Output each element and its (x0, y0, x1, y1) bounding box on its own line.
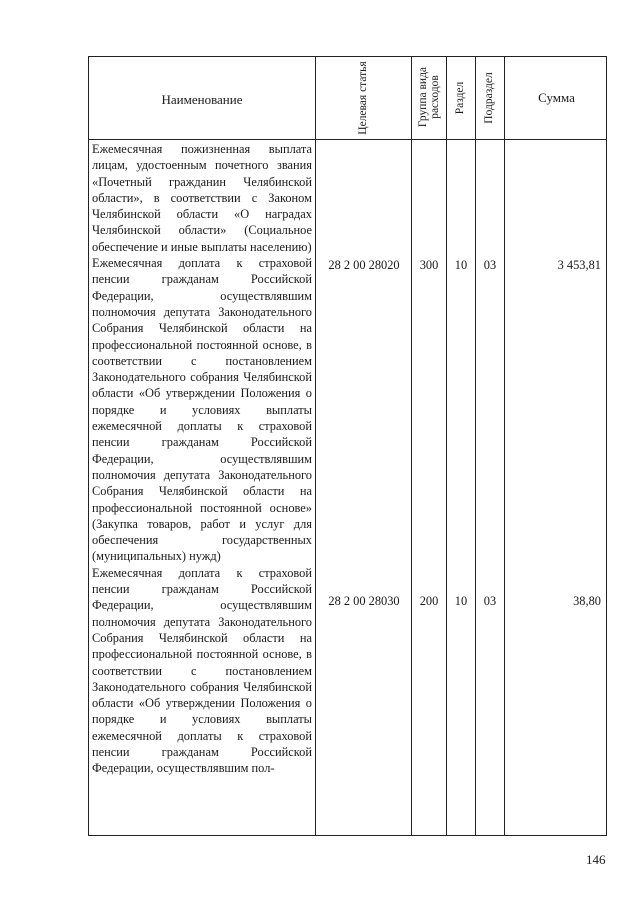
row-name: Ежемесячная пожизненная выплата лицам, удостоенным почетного звания «Почетный гражданин Челябинской области», в соответствии с Законом Челябинской области «О наградах Челябинской области» (Социальное обеспечение и иные выплаты населению) (92, 142, 312, 254)
row-subsection: 03 (483, 258, 497, 272)
row-target-article: 28 2 00 28020 (328, 258, 400, 272)
header-target-article: Целевая статья (357, 61, 369, 135)
row-section: 10 (454, 258, 468, 272)
header-expense-group: Группа вида расходов (417, 66, 441, 128)
header-subsection: Подраздел (483, 72, 495, 124)
col-divider (446, 57, 447, 835)
header-section: Раздел (454, 81, 466, 115)
budget-table (88, 56, 607, 836)
row-sum: 3 453,81 (557, 258, 601, 272)
row-sum: 38,80 (573, 594, 601, 608)
page-number: 146 (586, 852, 606, 867)
col-divider (475, 57, 476, 835)
row-name: Ежемесячная доплата к страховой пенсии гражданам Российской Федерации, осуществлявшим полномочия депутата Законодательного Собрания Челябинской области на профессиональной постоянной основе, в соответствии с постановлением Законодательного собрания Челябинской области «Об утверждении Положения о порядке и условиях выплаты ежемесячной доплаты к страховой пенсии гражданам Российской Федерации, осуществлявшим полномочия депутата Законодательного Собрания Челябинской области на профессиональной постоянной основе» (Закупка товаров, работ и услуг для обеспечения государственных (муниципальных) нужд) (92, 256, 312, 564)
row-target-article: 28 2 00 28030 (328, 594, 400, 608)
header-sum: Сумма (538, 90, 575, 105)
col-divider (504, 57, 505, 835)
row-subsection: 03 (483, 594, 497, 608)
col-divider (411, 57, 412, 835)
name-column (92, 141, 312, 777)
header-divider (89, 139, 606, 140)
row-expense-group: 200 (419, 594, 439, 608)
row-name: Ежемесячная доплата к страховой пенсии гражданам Российской Федерации, осуществлявшим полномочия депутата Законодательного Собрания Челябинской области на профессиональной постоянной основе, в соответствии с постановлением Законодательного собрания Челябинской области «Об утверждении Положения о порядке и условиях выплаты ежемесячной доплаты к страховой пенсии гражданам Российской Федерации, осуществлявшим пол- (92, 565, 312, 776)
row-section: 10 (454, 594, 468, 608)
header-name: Наименование (161, 92, 243, 107)
row-expense-group: 300 (419, 258, 439, 272)
col-divider (315, 57, 316, 835)
